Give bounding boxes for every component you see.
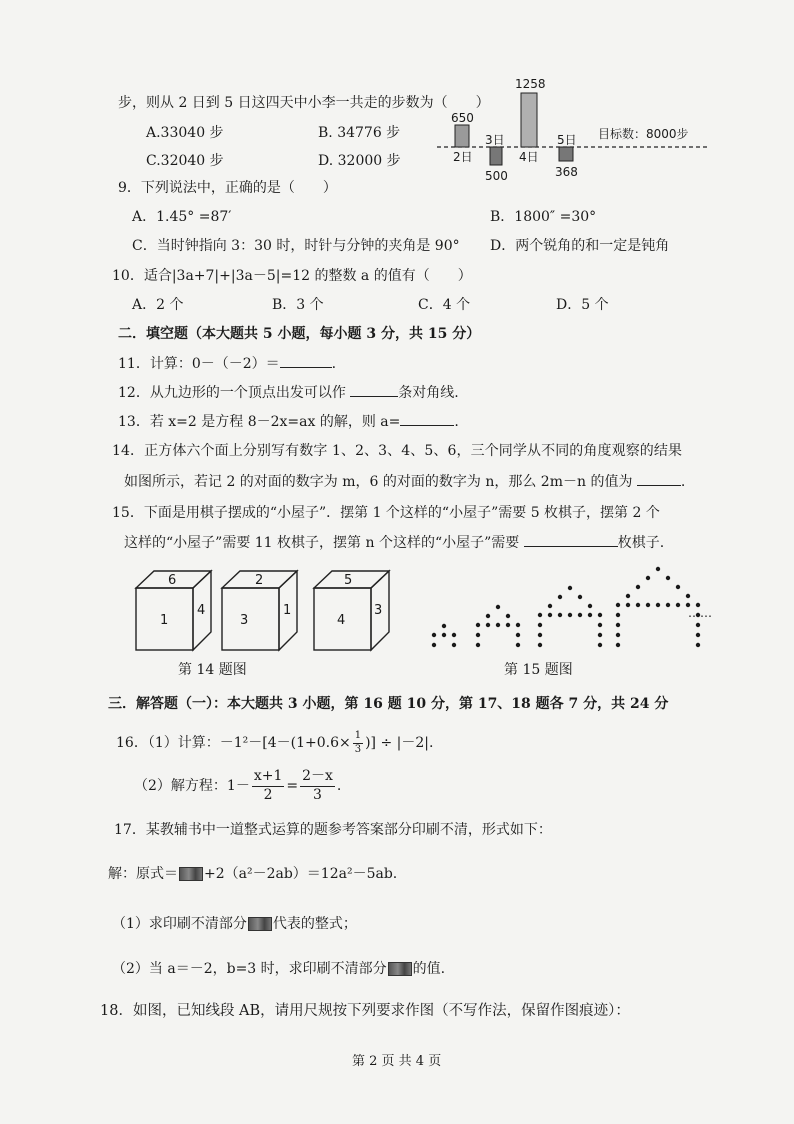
q17-part1-pre: （1）求印刷不清部分	[112, 916, 247, 932]
house-3-dot	[598, 623, 602, 627]
q15-end: 枚棋子.	[617, 535, 665, 551]
house-4-dot	[636, 585, 640, 589]
house-3-dot	[548, 613, 552, 617]
q14-answer-blank[interactable]	[637, 473, 681, 486]
q16-part1-post: )] ÷ |－2|.	[365, 734, 434, 751]
bar-value-day4: 1258	[515, 77, 546, 91]
bar-value-day3: 500	[485, 169, 508, 183]
q16-left-denominator: 2	[263, 786, 273, 803]
q9-option-a: A．1.45° =87′	[132, 209, 232, 225]
house-3-dot	[588, 613, 592, 617]
house-2-dot	[476, 623, 480, 627]
house-2-dot	[486, 623, 490, 627]
house-1-dot	[432, 633, 436, 637]
q16-part2-pre: （2）解方程：1－	[134, 777, 250, 794]
house-1-dot	[442, 633, 446, 637]
q11-answer-blank[interactable]	[280, 355, 332, 368]
q11	[118, 355, 336, 373]
house-3-dot	[598, 643, 602, 647]
q10-stem: 10．适合|3a+7|+|3a－5|=12 的整数 a 的值有（ ）	[112, 268, 472, 284]
q13-answer-blank[interactable]	[400, 413, 454, 426]
house-4-dot	[666, 603, 670, 607]
cube-3-front: 4	[337, 613, 346, 628]
q10-option-d: D．5 个	[556, 297, 609, 313]
house-4-dot	[646, 576, 650, 580]
q8-option-a: A.33040 步	[146, 125, 224, 141]
house-1-dot	[452, 643, 456, 647]
house-3-dot	[568, 613, 572, 617]
house-3-dot	[598, 613, 602, 617]
house-2-dot	[496, 605, 500, 609]
q16-frac-denominator: 3	[354, 743, 362, 755]
house-4-dot	[696, 643, 700, 647]
q8-option-c: C.32040 步	[146, 153, 224, 169]
q14-line2	[124, 473, 685, 491]
q10-option-a: A．2 个	[132, 297, 184, 313]
house-4-dot	[656, 603, 660, 607]
cube-2-front: 3	[240, 613, 249, 628]
house-3-dot	[568, 586, 572, 590]
q17-part2-post: 的值.	[412, 961, 446, 977]
cube-3-side: 3	[374, 603, 383, 618]
q16-part1	[116, 726, 433, 760]
cube-1-top: 6	[168, 573, 177, 588]
house-2-dot	[516, 633, 520, 637]
house-3-dot	[558, 595, 562, 599]
cube-1-side: 4	[197, 603, 206, 618]
q15-figure-caption: 第 15 题图	[504, 662, 573, 678]
house-1-dot	[452, 633, 456, 637]
q9-stem: 9．下列说法中，正确的是（ ）	[118, 180, 337, 196]
q8-option-b: B. 34776 步	[318, 125, 401, 141]
bar-day-day3: 3日	[485, 133, 505, 147]
house-4-dot	[646, 603, 650, 607]
q17-part2	[112, 961, 445, 978]
house-3-dot	[538, 623, 542, 627]
bar-value-day5: 368	[555, 165, 578, 179]
house-4-dot	[676, 603, 680, 607]
q15-answer-blank[interactable]	[524, 534, 618, 547]
q10-option-c: C．4 个	[418, 297, 471, 313]
house-3-dot	[558, 613, 562, 617]
q13-text: 13．若 x=2 是方程 8－2x=ax 的解，则 a=	[118, 414, 401, 430]
q16-part1-pre: 16．（1）计算：－1²－[4－(1+0.6×	[116, 734, 351, 751]
q16-left-numerator: x+1	[252, 768, 285, 787]
q17-part1-post: 代表的整式；	[272, 916, 357, 932]
q12-end: 条对角线.	[398, 385, 459, 401]
house-3-dot	[538, 643, 542, 647]
q12-answer-blank[interactable]	[350, 384, 398, 397]
q9-option-d: D．两个锐角的和一定是钝角	[490, 238, 670, 254]
house-1-dot	[432, 643, 436, 647]
cube-3	[314, 571, 389, 650]
page-footer: 第 2 页 共 4 页	[352, 1054, 442, 1069]
house-4-dot	[696, 623, 700, 627]
q14-end: .	[680, 474, 686, 490]
house-2-dot	[496, 623, 500, 627]
house-4-dot	[616, 613, 620, 617]
q17-solution-pre: 解：原式＝	[108, 866, 178, 882]
q16-part2	[134, 766, 341, 806]
house-4-dot	[696, 633, 700, 637]
house-3-dot	[588, 604, 592, 608]
house-4-dot	[666, 576, 670, 580]
house-4-dot	[616, 643, 620, 647]
q17-solution-post: +2（a²－2ab）＝12a²－5ab.	[204, 866, 398, 882]
cubes-figure	[128, 568, 403, 658]
bar-day2	[455, 125, 469, 147]
q10-option-b: B．3 个	[272, 297, 324, 313]
cube-2-side: 1	[283, 603, 292, 618]
q8-option-d: D. 32000 步	[318, 153, 401, 169]
q16-frac-numerator: 1	[353, 730, 363, 744]
houses-figure	[420, 550, 720, 655]
cube-1	[136, 571, 211, 650]
house-3-dot	[538, 633, 542, 637]
cube-1-front: 1	[160, 613, 169, 628]
house-3-dot	[598, 633, 602, 637]
q16-part2-end: .	[336, 777, 342, 794]
houses-ellipsis: ……	[688, 606, 712, 620]
section-2-heading: 二．填空题（本大题共 5 小题，每小题 3 分，共 15 分）	[118, 326, 481, 342]
target-label: 目标数：8000步	[598, 127, 689, 141]
house-3-dot	[578, 613, 582, 617]
house-4-dot	[676, 585, 680, 589]
house-4-dot	[616, 603, 620, 607]
q9-option-c: C．当时钟指向 3：30 时，时针与分钟的夹角是 90°	[132, 238, 460, 254]
house-3-dot	[548, 604, 552, 608]
q16-right-numerator: 2－x	[300, 768, 335, 787]
bar-day-day5: 5日	[557, 133, 577, 147]
q17-part1	[112, 916, 357, 933]
q9-option-b: B．1800″ =30°	[490, 209, 597, 225]
blurred-expression-box	[248, 917, 272, 931]
house-4-dot	[656, 567, 660, 571]
q16-fraction-one-third	[353, 730, 363, 756]
q12	[118, 384, 459, 402]
q14-figure-caption: 第 14 题图	[178, 662, 247, 678]
house-4-dot	[626, 594, 630, 598]
house-1-dot	[442, 624, 446, 628]
q18-stem: 18．如图，已知线段 AB，请用尺规按下列要求作图（不写作法，保留作图痕迹）：	[100, 1003, 630, 1019]
blurred-expression-box	[388, 962, 412, 976]
house-4-dot	[616, 633, 620, 637]
house-2-dot	[506, 623, 510, 627]
q14-line1: 14．正方体六个面上分别写有数字 1、2、3、4、5、6，三个同学从不同的角度观察的结果	[112, 443, 683, 459]
house-3-dot	[578, 595, 582, 599]
house-2-dot	[486, 614, 490, 618]
q17-part2-pre: （2）当 a＝－2，b=3 时，求印刷不清部分	[112, 961, 387, 977]
q16-fraction-right	[300, 768, 335, 804]
house-3-dot	[538, 613, 542, 617]
house-2-dot	[476, 643, 480, 647]
q12-text: 12．从九边形的一个顶点出发可以作	[118, 385, 346, 401]
q11-text: 11．计算：0－（－2）＝	[118, 356, 280, 372]
house-2-dot	[476, 633, 480, 637]
house-2-dot	[506, 614, 510, 618]
q8-stem: 步，则从 2 日到 5 日这四天中小李一共走的步数为（ ）	[118, 95, 490, 111]
cube-3-top: 5	[344, 573, 353, 588]
bar-day-day4: 4日	[519, 150, 539, 164]
house-4-dot	[636, 603, 640, 607]
q16-right-denominator: 3	[313, 786, 322, 803]
q15-line1: 15．下面是用棋子摆成的“小屋子”．摆第 1 个这样的“小屋子”需要 5 枚棋子，摆第 2 个	[112, 505, 660, 521]
q16-fraction-left	[252, 768, 285, 804]
house-2-dot	[516, 623, 520, 627]
bar-day5	[559, 147, 573, 161]
house-2-dot	[516, 643, 520, 647]
q17-solution	[108, 866, 397, 883]
q13-end: .	[454, 414, 459, 430]
bar-day-day2: 2日	[453, 150, 473, 164]
q15-line2-text: 这样的“小屋子”需要 11 枚棋子，摆第 n 个这样的“小屋子”需要	[124, 535, 520, 551]
cube-2	[222, 571, 297, 650]
q16-equals: =	[286, 777, 299, 794]
section-3-heading: 三．解答题（一）：本大题共 3 小题，第 16 题 10 分，第 17、18 题各 7 分，共 24 分	[108, 696, 669, 712]
q14-line2-text: 如图所示，若记 2 的对面的数字为 m，6 的对面的数字为 n，那么 2m－n 的值为	[124, 474, 633, 490]
house-4-dot	[626, 603, 630, 607]
blurred-expression-box	[179, 867, 203, 881]
q13	[118, 413, 459, 431]
q17-stem: 17．某教辅书中一道整式运算的题参考答案部分印刷不清，形式如下：	[114, 822, 552, 838]
bar-day4	[521, 93, 537, 147]
q11-end: .	[331, 356, 337, 372]
house-4-dot	[686, 594, 690, 598]
step-chart	[435, 72, 715, 184]
bar-value-day2: 650	[451, 111, 474, 125]
cube-2-top: 2	[255, 573, 264, 588]
bar-day3	[490, 147, 502, 165]
house-4-dot	[616, 623, 620, 627]
